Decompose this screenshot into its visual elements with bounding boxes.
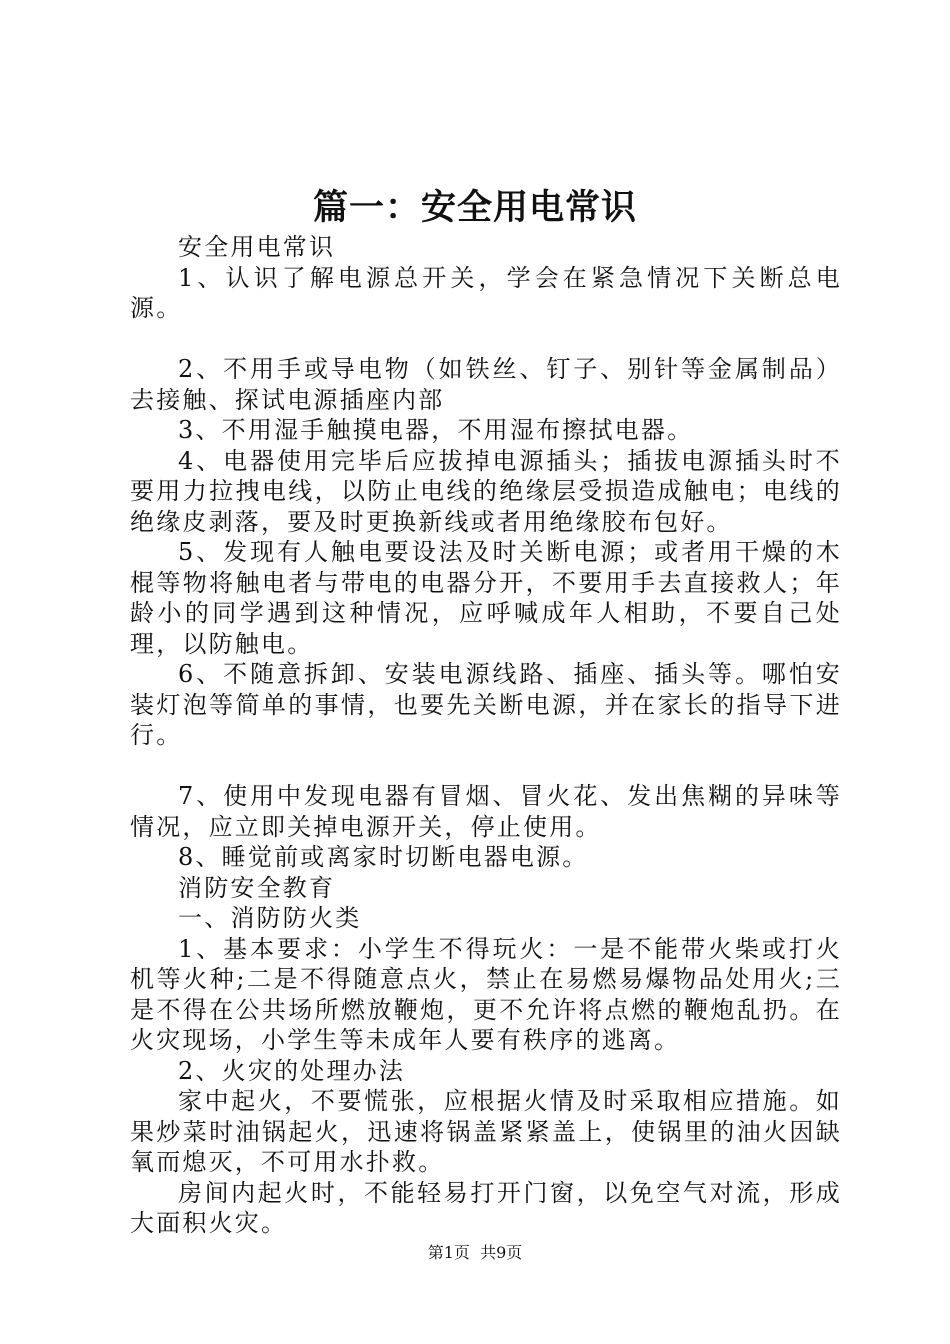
paragraph: 7、使用中发现电器有冒烟、冒火花、发出焦糊的异味等情况，应立即关掉电源开关，停止使用。 <box>130 782 842 841</box>
page-footer <box>0 1242 950 1264</box>
paragraph: 3、不用湿手触摸电器，不用湿布擦拭电器。 <box>178 416 694 444</box>
paragraph: 6、不随意拆卸、安装电源线路、插座、插头等。哪怕安装灯泡等简单的事情，也要先关断电源，并在家长的指导下进行。 <box>130 660 842 749</box>
paragraph: 家中起火，不要慌张，应根据火情及时采取相应措施。如果炒菜时油锅起火，迅速将锅盖紧紧盖上，使锅里的油火因缺氧而熄灭，不可用水扑救。 <box>130 1087 842 1176</box>
paragraph: 2、不用手或导电物（如铁丝、钉子、别针等金属制品）去接触、探试电源插座内部 <box>130 355 842 414</box>
blank-line <box>130 324 842 355</box>
paragraph: 1、基本要求：小学生不得玩火：一是不能带火柴或打火机等火种;二是不得随意点火，禁止在易燃易爆物品处用火;三是不得在公共场所燃放鞭炮，更不允许将点燃的鞭炮乱扔。在火灾现场，小学生等未成年人要有秩序的逃离。 <box>130 934 842 1054</box>
paragraph: 5、发现有人触电要设法及时关断电源；或者用干燥的木棍等物将触电者与带电的电器分开，不要用手去直接救人；年龄小的同学遇到这种情况，应呼喊成年人相助，不要自己处理，以防触电。 <box>130 538 842 658</box>
blank-line <box>130 751 842 782</box>
paragraph: 4、电器使用完毕后应拔掉电源插头；插拔电源插头时不要用力拉拽电线，以防止电线的绝缘层受损造成触电；电线的绝缘皮剥落，要及时更换新线或者用绝缘胶布包好。 <box>130 446 842 536</box>
section-heading: 消防安全教育 <box>178 873 336 902</box>
document-title: 篇一：安全用电常识 <box>312 187 637 228</box>
document-body <box>130 232 842 1239</box>
section-heading: 安全用电常识 <box>178 233 336 261</box>
paragraph: 8、睡觉前或离家时切断电器电源。 <box>178 843 589 871</box>
paragraph: 房间内起火时，不能轻易打开门窗，以免空气对流，形成大面积火灾。 <box>130 1178 842 1237</box>
paragraph: 1、认识了解电源总开关，学会在紧急情况下关断总电源。 <box>130 263 842 322</box>
subsection-heading: 一、消防防火类 <box>178 904 362 932</box>
subsection-heading: 2、火灾的处理办法 <box>178 1056 406 1085</box>
page-number: 第1页 共9页 <box>427 1243 523 1262</box>
